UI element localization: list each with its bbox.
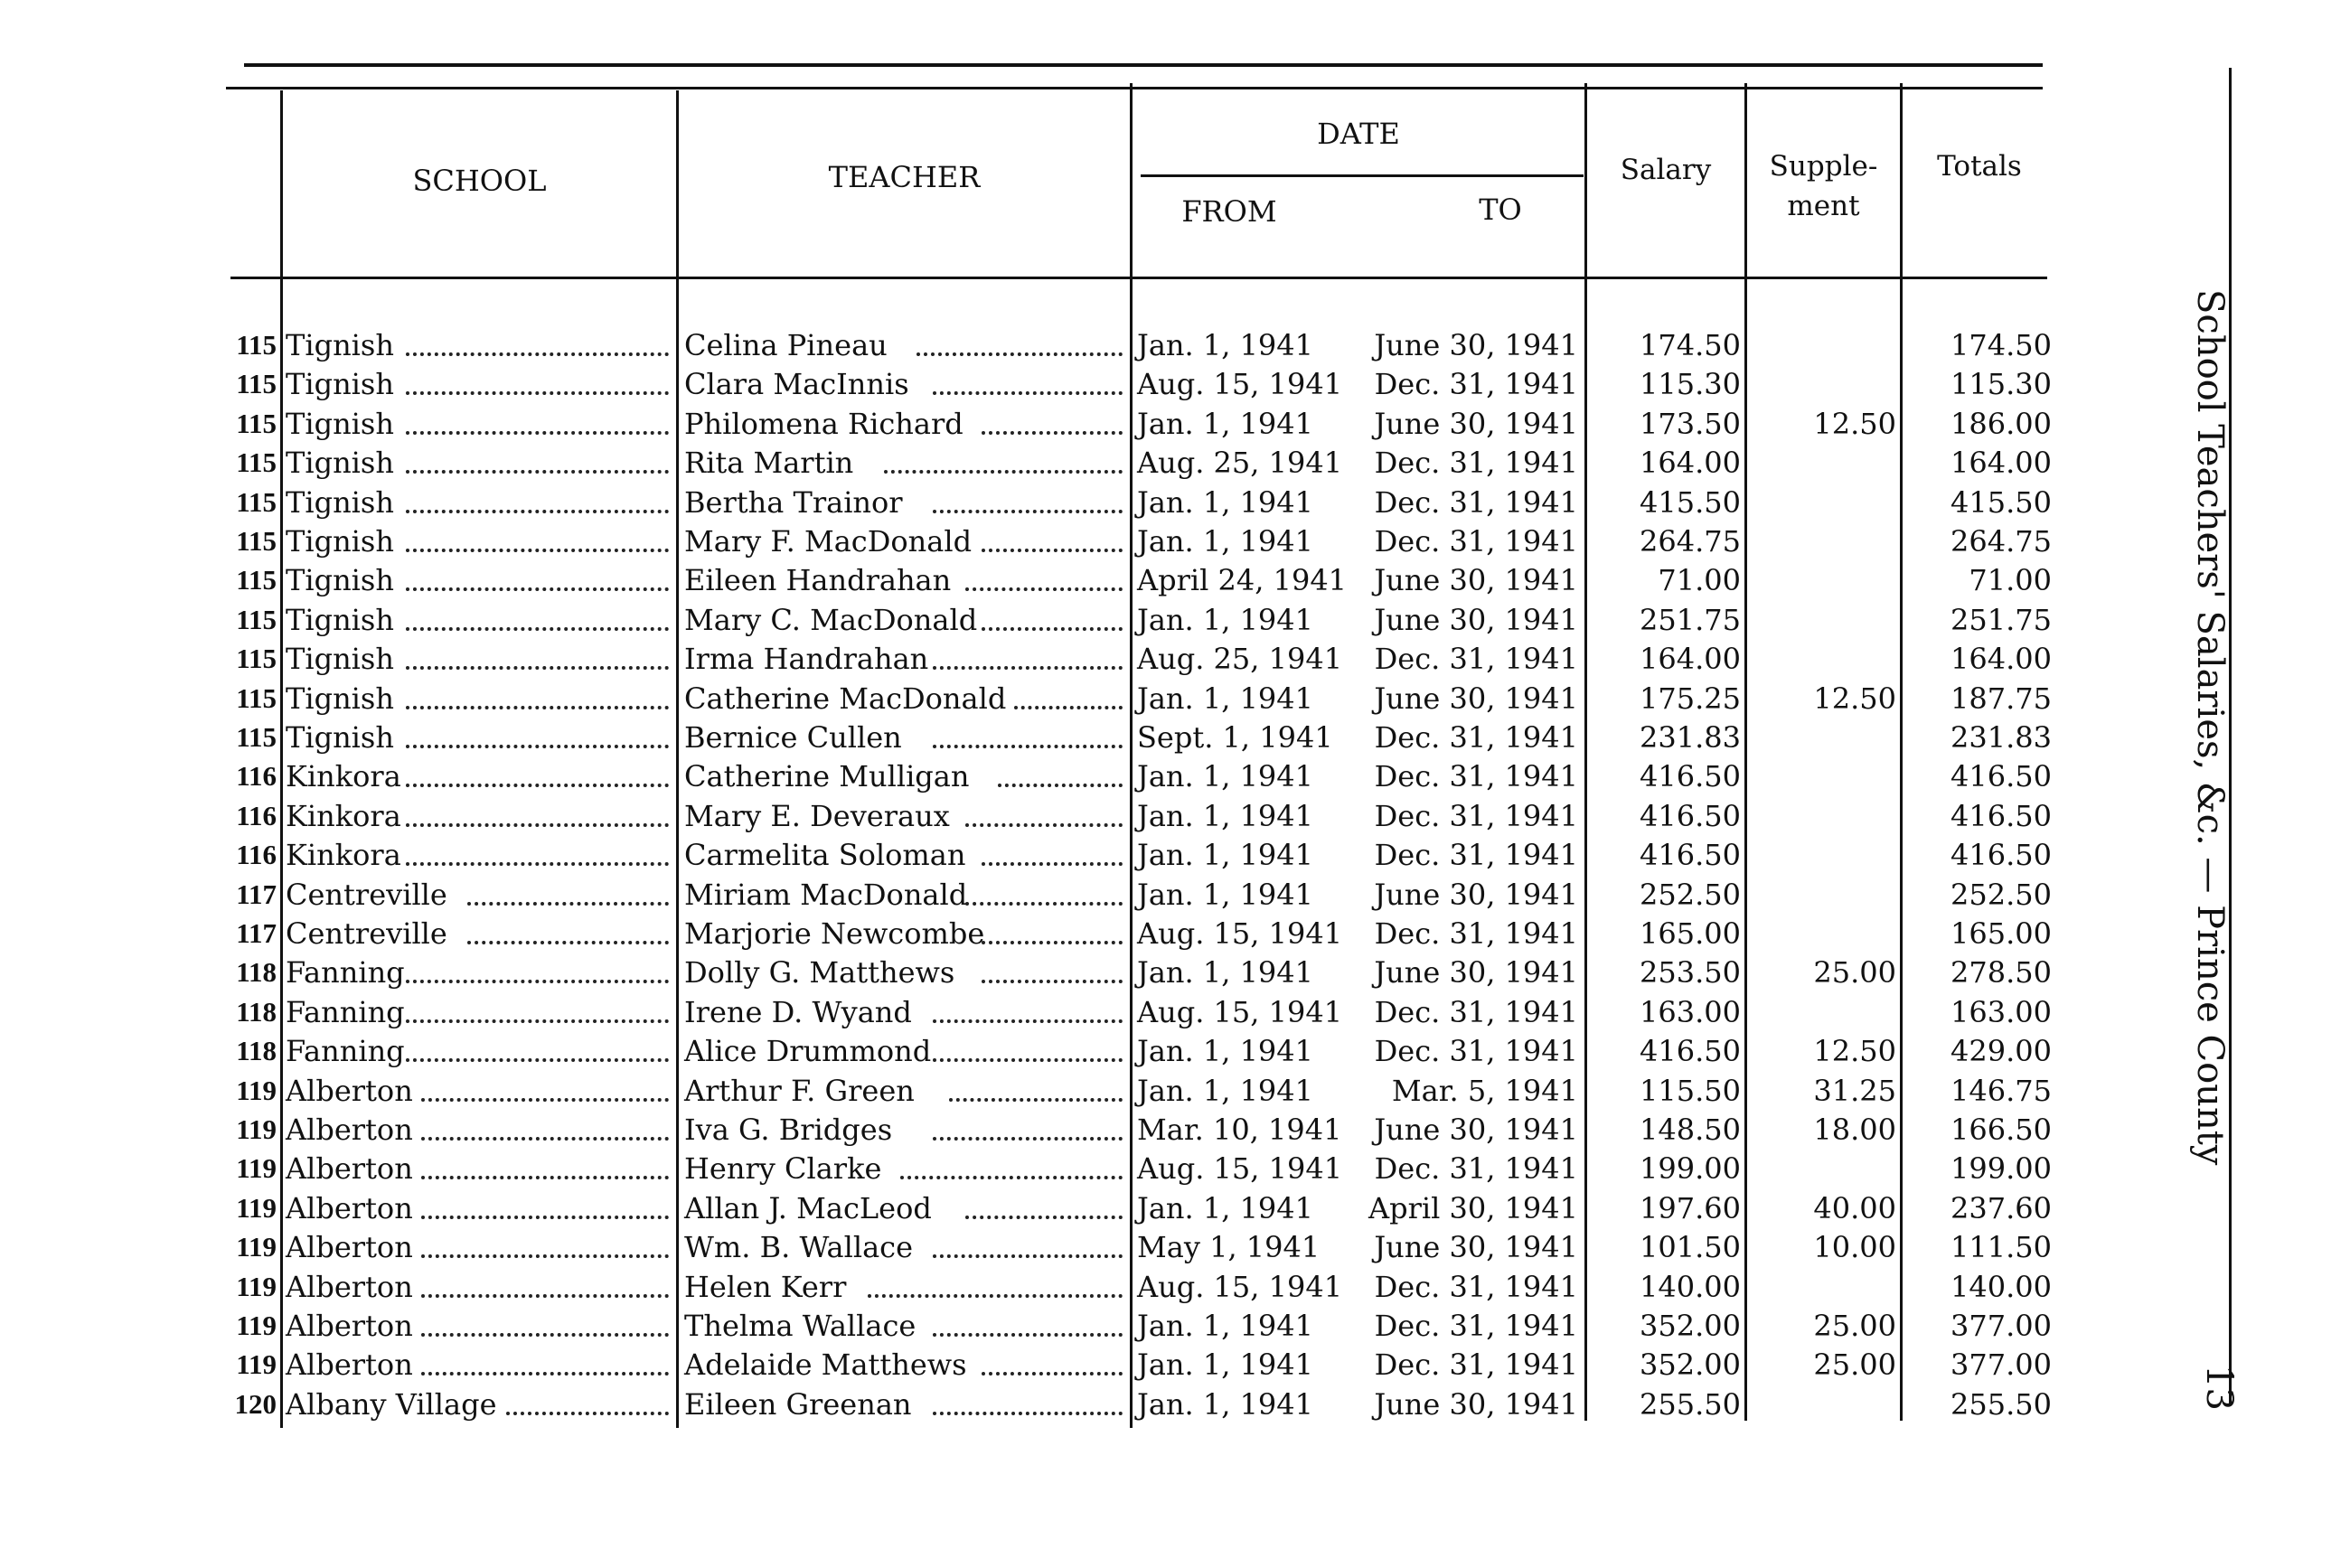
teacher-name: Bernice Cullen (684, 720, 902, 755)
supplement-value: 18.00 (1813, 1113, 1896, 1147)
col-rule-supplement (1744, 83, 1747, 1421)
school-name: Alberton (286, 1191, 413, 1225)
total-value: 415.50 (1950, 485, 2052, 520)
dot-leader (406, 510, 669, 513)
school-number: 115 (236, 446, 277, 478)
dot-leader (982, 980, 1123, 983)
total-value: 146.75 (1950, 1074, 2052, 1108)
dot-leader (982, 627, 1123, 631)
date-to: Dec. 31, 1941 (1374, 799, 1578, 833)
salary-value: 251.75 (1640, 603, 1741, 637)
header-date: DATE (1317, 117, 1400, 151)
dot-leader (406, 823, 669, 827)
teacher-name: Alice Drummond (684, 1034, 932, 1068)
dot-leader (868, 1294, 1123, 1298)
school-name: Albany Village (286, 1387, 497, 1422)
header-supplement: Supple- ment (1769, 150, 1878, 222)
total-value: 164.00 (1950, 642, 2052, 676)
date-from: Jan. 1, 1941 (1137, 878, 1313, 912)
supplement-value: 40.00 (1813, 1191, 1896, 1225)
total-value: 186.00 (1950, 407, 2052, 441)
supplement-value: 25.00 (1813, 1309, 1896, 1343)
teacher-name: Mary C. MacDonald (684, 603, 978, 637)
date-from: Jan. 1, 1941 (1137, 524, 1313, 559)
school-name: Fanning (286, 955, 405, 990)
date-to: Dec. 31, 1941 (1374, 1151, 1578, 1186)
supplement-value: 25.00 (1813, 1347, 1896, 1382)
salary-value: 197.60 (1640, 1191, 1741, 1225)
salary-value: 416.50 (1640, 1034, 1741, 1068)
school-number: 116 (236, 839, 277, 870)
date-to: April 30, 1941 (1368, 1191, 1578, 1225)
dot-leader (982, 431, 1123, 435)
school-name: Kinkora (286, 799, 401, 833)
school-number: 115 (236, 721, 277, 753)
school-number: 115 (236, 564, 277, 596)
header-teacher: TEACHER (828, 160, 981, 194)
school-number: 119 (236, 1231, 277, 1263)
teacher-name: Bertha Trainor (684, 485, 903, 520)
salary-value: 164.00 (1640, 446, 1741, 480)
dot-leader (406, 549, 669, 552)
header-bottom-rule (230, 277, 2047, 279)
salary-value: 163.00 (1640, 995, 1741, 1029)
salary-value: 71.00 (1658, 563, 1741, 597)
school-name: Alberton (286, 1309, 413, 1343)
salary-value: 252.50 (1640, 878, 1741, 912)
teacher-name: Allan J. MacLeod (684, 1191, 932, 1225)
school-number: 119 (236, 1152, 277, 1184)
dot-leader (406, 431, 669, 435)
top-rule (244, 63, 2043, 67)
school-name: Alberton (286, 1074, 413, 1108)
header-totals: Totals (1937, 150, 2022, 183)
school-name: Tignish (286, 485, 394, 520)
date-to: Dec. 31, 1941 (1374, 485, 1578, 520)
dot-leader (406, 627, 669, 631)
school-number: 115 (236, 329, 277, 361)
teacher-name: Thelma Wallace (684, 1309, 916, 1343)
salary-value: 416.50 (1640, 838, 1741, 872)
dot-leader (421, 1216, 669, 1219)
total-value: 416.50 (1950, 838, 2052, 872)
salary-value: 173.50 (1640, 407, 1741, 441)
school-number: 118 (236, 996, 277, 1028)
dot-leader (406, 784, 669, 787)
dot-leader (406, 745, 669, 748)
date-from: Jan. 1, 1941 (1137, 328, 1313, 362)
total-value: 264.75 (1950, 524, 2052, 559)
school-name: Fanning (286, 995, 405, 1029)
date-to: June 30, 1941 (1374, 407, 1578, 441)
date-from: Aug. 25, 1941 (1137, 642, 1343, 676)
school-number: 115 (236, 643, 277, 674)
supplement-value: 12.50 (1813, 407, 1896, 441)
date-from: Aug. 15, 1941 (1137, 1270, 1343, 1304)
date-to: Dec. 31, 1941 (1374, 642, 1578, 676)
salary-value: 415.50 (1640, 485, 1741, 520)
header-school: SCHOOL (412, 164, 547, 198)
running-title: School Teachers' Salaries, &c. — Prince County (2189, 289, 2231, 1166)
dot-leader (965, 902, 1123, 906)
date-to: Mar. 5, 1941 (1391, 1074, 1578, 1108)
total-value: 278.50 (1950, 955, 2052, 990)
date-from: Jan. 1, 1941 (1137, 1387, 1313, 1422)
header-to: TO (1479, 192, 1522, 227)
date-to: Dec. 31, 1941 (1374, 524, 1578, 559)
date-from: Jan. 1, 1941 (1137, 485, 1313, 520)
total-value: 71.00 (1969, 563, 2052, 597)
col-rule-salary (1584, 83, 1587, 1421)
dot-leader (421, 1176, 669, 1179)
school-name: Tignish (286, 563, 394, 597)
date-to: Dec. 31, 1941 (1374, 720, 1578, 755)
date-to: June 30, 1941 (1374, 1230, 1578, 1264)
total-value: 416.50 (1950, 799, 2052, 833)
dot-leader (965, 823, 1123, 827)
teacher-name: Irene D. Wyand (684, 995, 912, 1029)
total-value: 111.50 (1950, 1230, 2052, 1264)
school-number: 116 (236, 800, 277, 831)
dot-leader (421, 1254, 669, 1258)
salary-value: 352.00 (1640, 1347, 1741, 1382)
total-value: 231.83 (1950, 720, 2052, 755)
salary-value: 148.50 (1640, 1113, 1741, 1147)
dot-leader (884, 470, 1123, 474)
school-name: Kinkora (286, 759, 401, 793)
dot-leader (933, 1137, 1123, 1141)
school-name: Tignish (286, 328, 394, 362)
school-number: 119 (236, 1310, 277, 1341)
date-from: Jan. 1, 1941 (1137, 1347, 1313, 1382)
dot-leader (406, 706, 669, 709)
teacher-name: Clara MacInnis (684, 367, 909, 401)
total-value: 174.50 (1950, 328, 2052, 362)
dot-leader (982, 1372, 1123, 1376)
date-from: Mar. 10, 1941 (1137, 1113, 1342, 1147)
teacher-name: Mary F. MacDonald (684, 524, 973, 559)
school-name: Alberton (286, 1151, 413, 1186)
date-from: Aug. 15, 1941 (1137, 995, 1343, 1029)
salary-value: 352.00 (1640, 1309, 1741, 1343)
school-name: Alberton (286, 1270, 413, 1304)
total-value: 165.00 (1950, 916, 2052, 951)
school-number: 115 (236, 368, 277, 399)
dot-leader (933, 391, 1123, 395)
teacher-name: Eileen Greenan (684, 1387, 912, 1422)
date-from: Jan. 1, 1941 (1137, 407, 1313, 441)
date-to: Dec. 31, 1941 (1374, 759, 1578, 793)
dot-leader (421, 1372, 669, 1376)
salary-value: 174.50 (1640, 328, 1741, 362)
salary-value: 416.50 (1640, 759, 1741, 793)
salary-value: 164.00 (1640, 642, 1741, 676)
dot-leader (406, 666, 669, 670)
teacher-name: Rita Martin (684, 446, 854, 480)
salary-value: 253.50 (1640, 955, 1741, 990)
header-from: FROM (1181, 194, 1277, 229)
school-number: 119 (236, 1075, 277, 1106)
date-from: Jan. 1, 1941 (1137, 838, 1313, 872)
date-from: Jan. 1, 1941 (1137, 799, 1313, 833)
school-number: 120 (234, 1388, 277, 1420)
col-rule-date (1130, 83, 1133, 1428)
date-to: June 30, 1941 (1374, 955, 1578, 990)
total-value: 377.00 (1950, 1347, 2052, 1382)
date-from: Jan. 1, 1941 (1137, 955, 1313, 990)
school-number: 119 (236, 1271, 277, 1302)
salary-value: 165.00 (1640, 916, 1741, 951)
total-value: 163.00 (1950, 995, 2052, 1029)
supplement-value: 25.00 (1813, 955, 1896, 990)
supplement-value: 10.00 (1813, 1230, 1896, 1264)
teacher-name: Catherine MacDonald (684, 681, 1007, 716)
school-name: Tignish (286, 367, 394, 401)
dot-leader (406, 470, 669, 474)
supplement-value: 12.50 (1813, 681, 1896, 716)
dot-leader (406, 587, 669, 591)
date-from: Jan. 1, 1941 (1137, 603, 1313, 637)
date-from: Sept. 1, 1941 (1137, 720, 1333, 755)
col-rule-teacher (676, 90, 679, 1428)
total-value: 115.30 (1950, 367, 2052, 401)
date-to: Dec. 31, 1941 (1374, 367, 1578, 401)
school-number: 115 (236, 525, 277, 557)
dot-leader (406, 352, 669, 356)
date-to: Dec. 31, 1941 (1374, 1034, 1578, 1068)
teacher-name: Irma Handrahan (684, 642, 929, 676)
date-from: May 1, 1941 (1137, 1230, 1321, 1264)
school-name: Centreville (286, 878, 447, 912)
date-to: June 30, 1941 (1374, 681, 1578, 716)
col-rule-school (280, 90, 283, 1428)
school-number: 119 (236, 1192, 277, 1224)
date-to: Dec. 31, 1941 (1374, 838, 1578, 872)
date-to: June 30, 1941 (1374, 1113, 1578, 1147)
dot-leader (982, 549, 1123, 552)
total-value: 166.50 (1950, 1113, 2052, 1147)
teacher-name: Arthur F. Green (684, 1074, 915, 1108)
date-from: Jan. 1, 1941 (1137, 1034, 1313, 1068)
supplement-value: 31.25 (1813, 1074, 1896, 1108)
date-from: Jan. 1, 1941 (1137, 681, 1313, 716)
dot-leader (467, 902, 669, 906)
school-number: 115 (236, 486, 277, 518)
teacher-name: Henry Clarke (684, 1151, 882, 1186)
school-number: 115 (236, 604, 277, 635)
school-name: Alberton (286, 1347, 413, 1382)
salary-value: 416.50 (1640, 799, 1741, 833)
date-to: Dec. 31, 1941 (1374, 1347, 1578, 1382)
dot-leader (933, 1333, 1123, 1337)
school-number: 116 (236, 760, 277, 792)
date-to: June 30, 1941 (1374, 603, 1578, 637)
dot-leader (406, 1019, 669, 1023)
date-from: Jan. 1, 1941 (1137, 1191, 1313, 1225)
teacher-name: Iva G. Bridges (684, 1113, 893, 1147)
total-value: 416.50 (1950, 759, 2052, 793)
dot-leader (421, 1098, 669, 1102)
date-to: Dec. 31, 1941 (1374, 1270, 1578, 1304)
dot-leader (406, 1058, 669, 1062)
date-to: June 30, 1941 (1374, 1387, 1578, 1422)
school-number: 118 (236, 956, 277, 988)
date-to: Dec. 31, 1941 (1374, 1309, 1578, 1343)
dot-leader (916, 352, 1123, 356)
school-number: 115 (236, 408, 277, 439)
date-divider-rule (1141, 174, 1584, 177)
dot-leader (467, 941, 669, 944)
date-from: Aug. 25, 1941 (1137, 446, 1343, 480)
teacher-name: Adelaide Matthews (684, 1347, 967, 1382)
teacher-name: Carmelita Soloman (684, 838, 966, 872)
dot-leader (933, 1412, 1123, 1415)
salary-value: 231.83 (1640, 720, 1741, 755)
teacher-name: Philomena Richard (684, 407, 964, 441)
total-value: 237.60 (1950, 1191, 2052, 1225)
total-value: 199.00 (1950, 1151, 2052, 1186)
dot-leader (421, 1294, 669, 1298)
date-from: Aug. 15, 1941 (1137, 367, 1343, 401)
top-rule-2 (226, 87, 2043, 89)
salary-value: 199.00 (1640, 1151, 1741, 1186)
school-number: 117 (236, 917, 277, 949)
school-number: 119 (236, 1348, 277, 1380)
salary-value: 140.00 (1640, 1270, 1741, 1304)
total-value: 377.00 (1950, 1309, 2052, 1343)
teacher-name: Wm. B. Wallace (684, 1230, 914, 1264)
dot-leader (933, 745, 1123, 748)
salary-value: 115.50 (1640, 1074, 1741, 1108)
dot-leader (933, 1254, 1123, 1258)
dot-leader (406, 980, 669, 983)
school-name: Tignish (286, 407, 394, 441)
dot-leader (1014, 706, 1123, 709)
date-from: Jan. 1, 1941 (1137, 1074, 1313, 1108)
dot-leader (933, 1058, 1123, 1062)
teacher-name: Marjorie Newcombe (684, 916, 985, 951)
dot-leader (949, 1098, 1123, 1102)
salary-value: 115.30 (1640, 367, 1741, 401)
teacher-name: Miriam MacDonald (684, 878, 968, 912)
school-name: Alberton (286, 1113, 413, 1147)
dot-leader (421, 1137, 669, 1141)
dot-leader (982, 862, 1123, 866)
date-to: Dec. 31, 1941 (1374, 916, 1578, 951)
date-from: April 24, 1941 (1137, 563, 1348, 597)
school-name: Tignish (286, 720, 394, 755)
dot-leader (933, 1019, 1123, 1023)
salary-value: 175.25 (1640, 681, 1741, 716)
dot-leader (982, 941, 1123, 944)
page-number: 13 (2198, 1365, 2240, 1411)
school-name: Fanning (286, 1034, 405, 1068)
total-value: 164.00 (1950, 446, 2052, 480)
school-name: Centreville (286, 916, 447, 951)
school-name: Tignish (286, 681, 394, 716)
dot-leader (406, 862, 669, 866)
teacher-name: Helen Kerr (684, 1270, 847, 1304)
date-to: June 30, 1941 (1374, 328, 1578, 362)
teacher-name: Dolly G. Matthews (684, 955, 955, 990)
total-value: 429.00 (1950, 1034, 2052, 1068)
salary-value: 255.50 (1640, 1387, 1741, 1422)
date-from: Jan. 1, 1941 (1137, 1309, 1313, 1343)
school-name: Tignish (286, 603, 394, 637)
dot-leader (406, 391, 669, 395)
school-name: Tignish (286, 642, 394, 676)
teacher-name: Eileen Handrahan (684, 563, 952, 597)
dot-leader (965, 1216, 1123, 1219)
total-value: 140.00 (1950, 1270, 2052, 1304)
date-to: Dec. 31, 1941 (1374, 995, 1578, 1029)
date-to: June 30, 1941 (1374, 878, 1578, 912)
school-number: 118 (236, 1035, 277, 1066)
school-name: Kinkora (286, 838, 401, 872)
school-number: 117 (236, 878, 277, 910)
school-name: Tignish (286, 446, 394, 480)
salary-value: 264.75 (1640, 524, 1741, 559)
date-to: Dec. 31, 1941 (1374, 446, 1578, 480)
date-from: Aug. 15, 1941 (1137, 916, 1343, 951)
dot-leader (933, 510, 1123, 513)
school-name: Tignish (286, 524, 394, 559)
total-value: 255.50 (1950, 1387, 2052, 1422)
date-from: Aug. 15, 1941 (1137, 1151, 1343, 1186)
header-salary: Salary (1620, 154, 1712, 186)
dot-leader (421, 1333, 669, 1337)
salary-value: 101.50 (1640, 1230, 1741, 1264)
teacher-name: Mary E. Deveraux (684, 799, 950, 833)
date-from: Jan. 1, 1941 (1137, 759, 1313, 793)
teacher-name: Catherine Mulligan (684, 759, 970, 793)
dot-leader (998, 784, 1123, 787)
total-value: 252.50 (1950, 878, 2052, 912)
school-number: 115 (236, 682, 277, 714)
total-value: 251.75 (1950, 603, 2052, 637)
dot-leader (900, 1176, 1123, 1179)
date-to: June 30, 1941 (1374, 563, 1578, 597)
supplement-value: 12.50 (1813, 1034, 1896, 1068)
school-name: Alberton (286, 1230, 413, 1264)
school-number: 119 (236, 1113, 277, 1145)
dot-leader (506, 1412, 669, 1415)
total-value: 187.75 (1950, 681, 2052, 716)
dot-leader (933, 666, 1123, 670)
teacher-name: Celina Pineau (684, 328, 888, 362)
dot-leader (965, 587, 1123, 591)
